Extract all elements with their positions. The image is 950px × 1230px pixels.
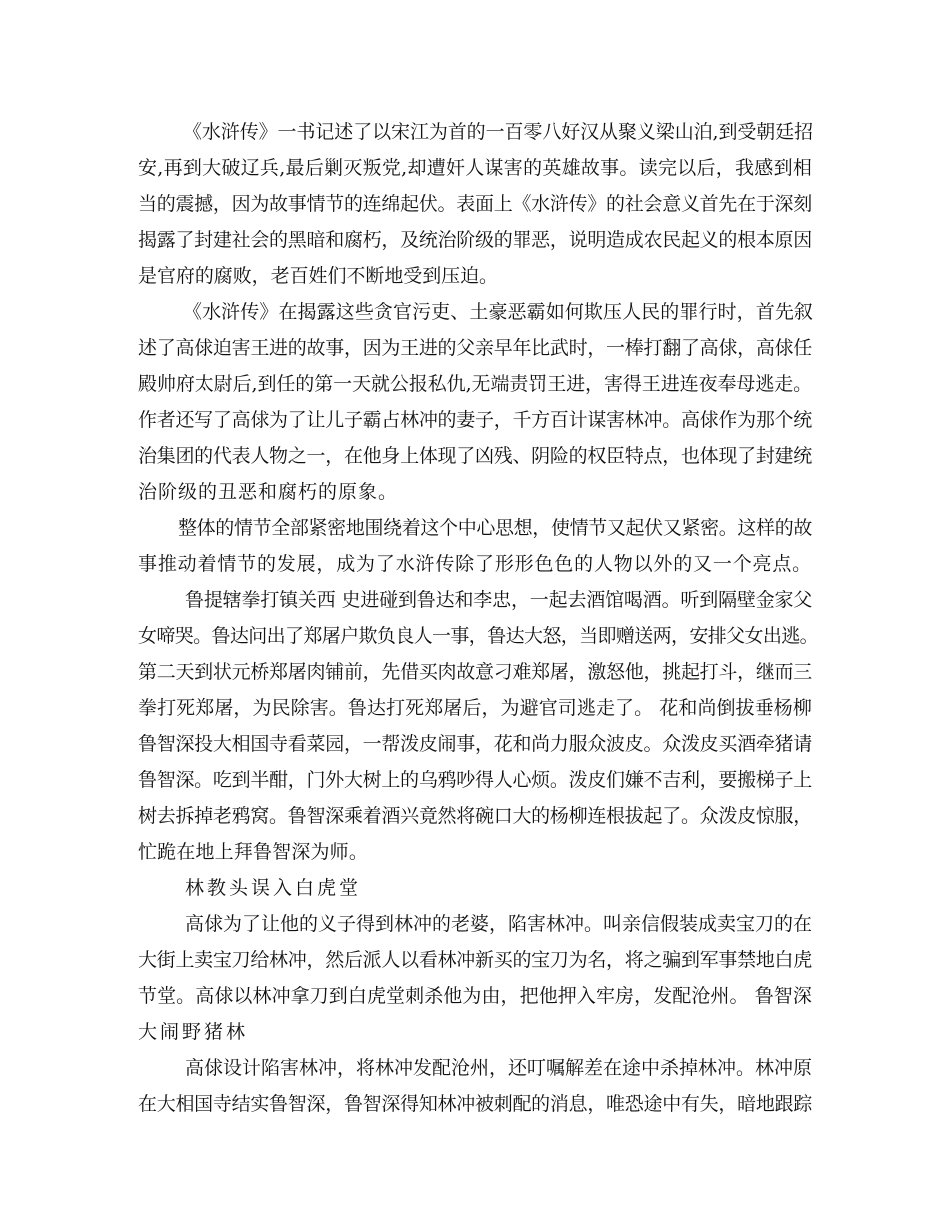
text-line: 高俅设计陷害林冲，将林冲发配沧州，还叮嘱解差在途中杀掉林冲。林冲原 [185, 1057, 813, 1079]
text-line: 在大相国寺结实鲁智深，鲁智深得知林冲被刺配的消息，唯恐途中有失，暗地跟踪 [138, 1093, 813, 1115]
text-line: 《水浒传》在揭露这些贪官污吏、土豪恶霸如何欺压人民的罪行时，首先叙 [183, 301, 814, 323]
text-line: 治阶级的丑恶和腐朽的原象。 [138, 481, 399, 503]
text-line: 事推动着情节的发展，成为了水浒传除了形形色色的人物以外的又一个亮点。 [138, 553, 813, 575]
section-heading: 林教头误入白虎堂 [185, 877, 362, 899]
text-line: 治集团的代表人物之一，在他身上体现了凶残、阴险的权臣特点，也体现了封建统 [138, 445, 813, 467]
text-line: 忙跪在地上拜鲁智深为师。 [138, 841, 369, 863]
text-line: 整体的情节全部紧密地围绕着这个中心思想，使情节又起伏又紧密。这样的故 [178, 517, 813, 539]
text-line: 殿帅府太尉后,到任的第一天就公报私仇,无端责罚王进，害得王进连夜奉母逃走。 [138, 373, 813, 395]
text-line: 鲁智深投大相国寺看菜园，一帮泼皮闹事，花和尚力服众波皮。众泼皮买酒牵猪请 [138, 733, 813, 755]
text-line: 作者还写了高俅为了让儿子霸占林冲的妻子，千方百计谋害林冲。高俅作为那个统 [138, 409, 813, 431]
text-line: 揭露了封建社会的黑暗和腐朽，及统治阶级的罪恶，说明造成农民起义的根本原因 [138, 229, 813, 251]
text-line: 鲁智深。吃到半酣，门外大树上的乌鸦吵得人心烦。泼皮们嫌不吉利，要搬梯子上 [138, 769, 813, 791]
text-line: 树去拆掉老鸦窝。鲁智深乘着酒兴竟然将碗口大的杨柳连根拔起了。众泼皮惊服， [138, 805, 813, 827]
text-line: 当的震撼，因为故事情节的连绵起伏。表面上《水浒传》的社会意义首先在于深刻 [138, 193, 813, 215]
text-line: 第二天到状元桥郑屠肉铺前，先借买肉故意刁难郑屠，激怒他，挑起打斗，继而三 [138, 661, 813, 683]
text-line: 大闹野猪林 [138, 1021, 249, 1043]
text-line: 鲁提辖拳打镇关西 史进碰到鲁达和李忠，一起去酒馆喝酒。听到隔壁金家父 [185, 589, 813, 611]
text-line: 拳打死郑屠，为民除害。鲁达打死郑屠后，为避官司逃走了。 花和尚倒拔垂杨柳 [138, 697, 812, 719]
text-line: 高俅为了让他的义子得到林冲的老婆，陷害林冲。叫亲信假装成卖宝刀的在 [185, 913, 813, 935]
text-line: 大街上卖宝刀给林冲，然后派人以看林冲新买的宝刀为名，将之骗到军事禁地白虎 [138, 949, 813, 971]
text-line: 安,再到大破辽兵,最后剿灭叛党,却遭奸人谋害的英雄故事。读完以后，我感到相 [138, 157, 813, 179]
text-line: 《水浒传》一书记述了以宋江为首的一百零八好汉从聚义梁山泊,到受朝廷招 [183, 121, 814, 143]
text-line: 是官府的腐败，老百姓们不断地受到压迫。 [138, 265, 499, 287]
text-line: 女啼哭。鲁达问出了郑屠户欺负良人一事，鲁达大怒，当即赠送两，安排父女出逃。 [138, 625, 819, 647]
text-line: 节堂。高俅以林冲拿刀到白虎堂刺杀他为由，把他押入牢房，发配沧州。 鲁智深 [138, 985, 812, 1007]
text-line: 述了高俅迫害王进的故事，因为王进的父亲早年比武时，一棒打翻了高俅，高俅任 [138, 337, 813, 359]
